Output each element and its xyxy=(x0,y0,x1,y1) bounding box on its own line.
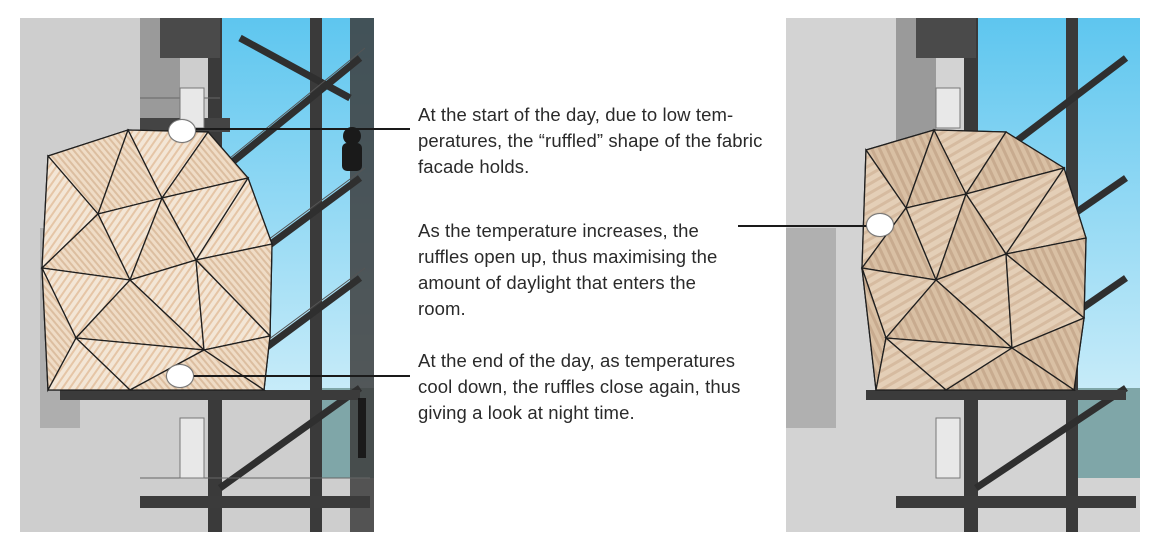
leader-line-3 xyxy=(192,375,410,377)
annotation-start-of-day: At the start of the day, due to low tem-peratures, the “ruffled” shape of the fabric facade holds. xyxy=(418,104,763,177)
pavilion-ruffled xyxy=(42,130,272,390)
render-ruffled-facade xyxy=(20,18,374,532)
annotation-end-of-day: At the end of the day, as temperatures cool down, the ruffles close again, thus giving a look at night time. xyxy=(418,350,741,423)
marker-start-of-day xyxy=(168,119,196,143)
building-illustration-right xyxy=(786,18,1140,532)
pavilion-open xyxy=(862,130,1086,390)
render-open-facade xyxy=(786,18,1140,532)
annotation-temperature-increase: As the temperature increases, the ruffles open up, thus maximising the amount of daylight that enters the room. xyxy=(418,220,718,319)
marker-midday xyxy=(866,213,894,237)
marker-end-of-day xyxy=(166,364,194,388)
leader-line-1 xyxy=(196,128,410,130)
leader-line-2 xyxy=(738,225,880,227)
building-illustration-left xyxy=(20,18,374,532)
